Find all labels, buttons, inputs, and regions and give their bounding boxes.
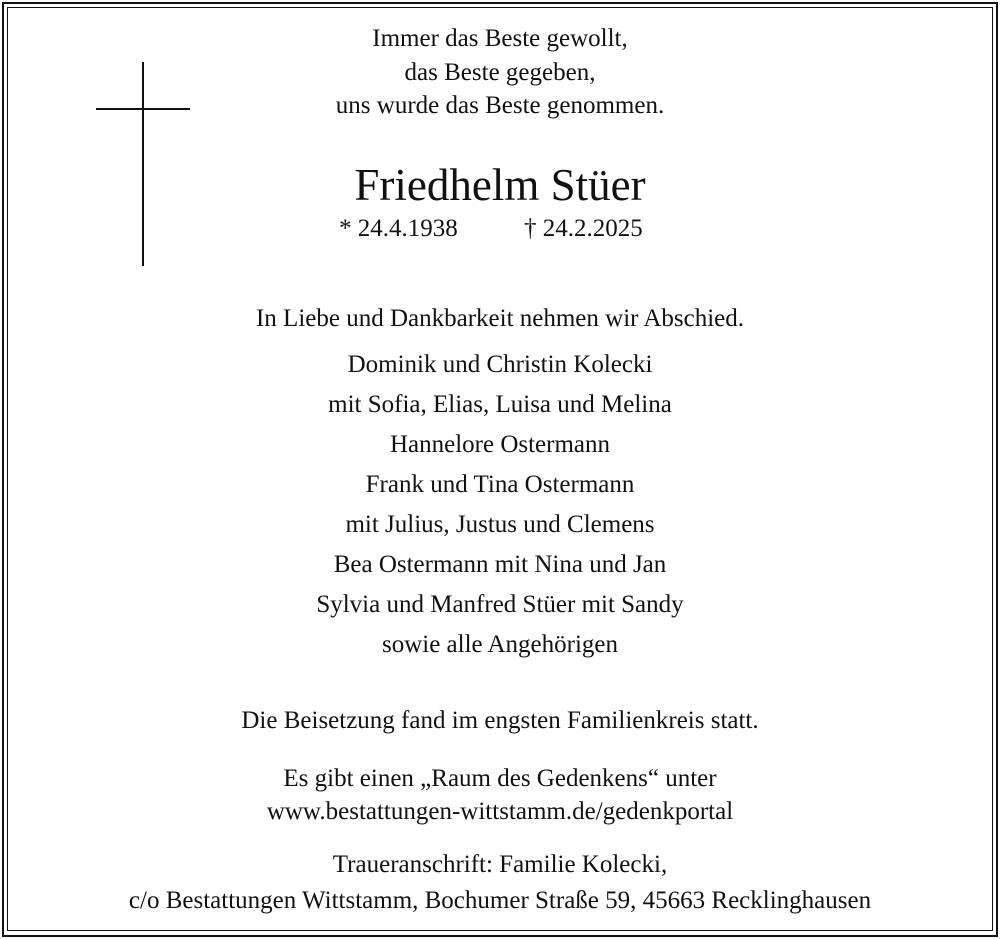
address-line-1: Traueranschrift: Familie Kolecki, <box>332 851 668 878</box>
motto-line-3: uns wurde das Beste genommen. <box>335 92 665 119</box>
mourner-line: mit Julius, Justus und Clemens <box>345 511 655 538</box>
mourner-line: Bea Ostermann mit Nina und Jan <box>333 551 667 578</box>
motto-line-1: Immer das Beste gewollt, <box>372 25 628 52</box>
birth-date: * 24.4.1938 <box>339 215 458 242</box>
mourner-line: Sylvia und Manfred Stüer mit Sandy <box>316 591 684 618</box>
memorial-url: www.bestattungen-wittstamm.de/gedenkportal <box>266 798 734 825</box>
mourner-line: Hannelore Ostermann <box>389 431 611 458</box>
death-date: † 24.2.2025 <box>524 215 643 242</box>
mourner-line: mit Sofia, Elias, Luisa und Melina <box>328 391 672 418</box>
mourner-line: Dominik und Christin Kolecki <box>347 351 653 378</box>
motto-line-2: das Beste gegeben, <box>404 59 596 86</box>
farewell-text: In Liebe und Dankbarkeit nehmen wir Abschied. <box>255 305 745 332</box>
deceased-name: Friedhelm Stüer <box>354 160 646 210</box>
life-dates <box>0 212 1000 246</box>
address-line-2: c/o Bestattungen Wittstamm, Bochumer Straße 59, 45663 Recklinghausen <box>128 887 872 914</box>
mourner-line: sowie alle Angehörigen <box>381 631 619 658</box>
mourner-line: Frank und Tina Ostermann <box>365 471 635 498</box>
memorial-line-1: Es gibt einen „Raum des Gedenkens“ unter <box>283 765 717 792</box>
funeral-note: Die Beisetzung fand im engsten Familienkreis statt. <box>241 707 759 734</box>
